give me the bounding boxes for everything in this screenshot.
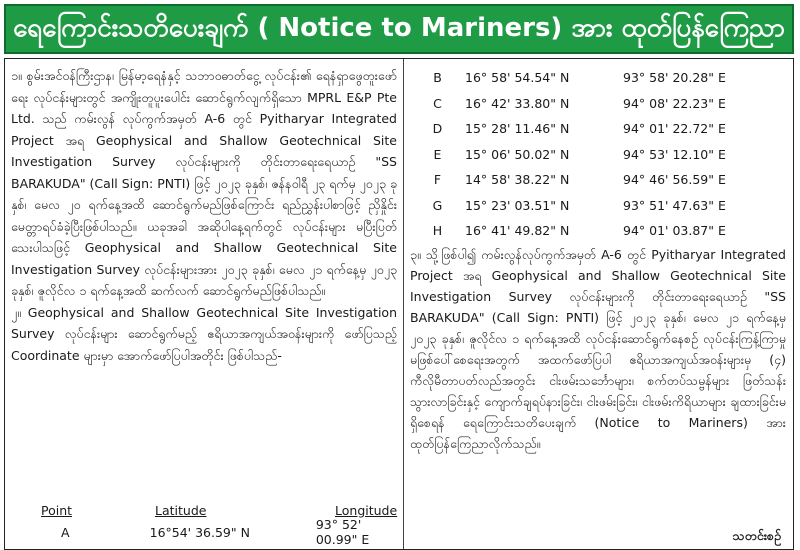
right-column bbox=[410, 65, 786, 454]
header-point: Point bbox=[41, 502, 73, 518]
latitude-value: 15° 28' 11.46" N bbox=[465, 121, 570, 137]
table-row bbox=[410, 91, 786, 117]
longitude-value: 94° 01' 03.87" E bbox=[623, 223, 726, 239]
header-latitude: Latitude bbox=[155, 502, 207, 518]
latitude-value: 15° 06' 50.02" N bbox=[465, 146, 570, 162]
signature: သတင်းစဉ် bbox=[732, 528, 781, 543]
paragraph-3: ၃။ သို့ဖြစ်ပါ၍ ကမ်းလွန်လုပ်ကွက်အမှတ် A-6 တွင် Pyitharyar Integrated Project အရ Geophysical and Shallow Geotechnical Site Investigation Survey လုပ်ငန်းများကို တိုင်းတာရေးရေယာဉ် "SS BARAKUDA" (Call Sign: PNTI) ဖြင့် ၂၀၂၃ ခုနှစ်၊ မေလ ၂၁ ရက်နေ့မှ ၂၀၂၃ ခုနှစ်၊ ဇူလိုင်လ ၁ ရက်နေ့အထိ လုပ်ငန်းဆောင်ရွက်နေစဉ် လုပ်ငန်းကြန့်ကြာမှုမဖြစ်ပေါ်စေရေးအတွက် အထက်ဖော်ပြပါ ဧရိယာအကျယ်အဝန်းများမှ (၄) ကီလိုမီတာပတ်လည်အတွင်း ငါးဖမ်းသင်္ဘောများ၊ စက်တပ်သမ္ဗန်များ ဖြတ်သန်းသွားလာခြင်းနှင့် ကျောက်ချရပ်နားခြင်း၊ ငါးဖမ်းခြင်း၊ ငါးဖမ်းကိရိယာများ ချထားခြင်းမရှိစေရန် ရေကြောင်းသတိပေးချက် (Notice to Mariners) အား ထုတ်ပြန်ကြေညာလိုက်သည်။ bbox=[410, 246, 786, 451]
latitude-value: 16° 42' 33.80" N bbox=[465, 95, 570, 111]
point-label: F bbox=[433, 172, 442, 188]
table-row bbox=[410, 218, 786, 244]
table-row bbox=[410, 142, 786, 168]
point-label: E bbox=[433, 146, 442, 162]
latitude-value: 16° 41' 49.82" N bbox=[465, 223, 570, 239]
column-divider bbox=[403, 59, 404, 549]
table-row bbox=[410, 65, 786, 91]
notice-body bbox=[4, 58, 794, 550]
coordinate-table bbox=[410, 65, 786, 244]
coordinate-table-head bbox=[13, 499, 403, 547]
latitude-value: 16°54' 36.59" N bbox=[149, 524, 250, 540]
notice-title: ရေကြောင်းသတိပေးချက် ( Notice to Mariners) အား ထုတ်ပြန်ကြေညာ bbox=[13, 12, 785, 43]
table-row bbox=[410, 167, 786, 193]
paragraph-1: ၁။ စွမ်းအင်ဝန်ကြီးဌာန၊ မြန်မာ့ရေနံနှင့် သဘာဝဓာတ်ငွေ့ လုပ်ငန်း၏ ရေနံရှာဖွေတူးဖော်ရေး လုပ်ငန်းများတွင် အကျိုးတူပူးပေါင်း ဆောင်ရွက်လျက်ရှိသော MPRL E&P Pte Ltd. သည် ကမ်းလွန် လုပ်ကွက်အမှတ် A-6 တွင် Pyitharyar Integrated Project အရ Geophysical and Shallow Geotechnical Site Investigation Survey လုပ်ငန်းများကို တိုင်းတာရေးရေယာဉ် "SS BARAKUDA" (Call Sign: PNTI) ဖြင့် ၂၀၂၃ ခုနှစ်၊ ဇန်နဝါရီ ၂၃ ရက်မှ ၂၀၂၃ ခုနှစ်၊ မေလ ၂၀ ရက်နေ့အထိ ဆောင်ရွက်မည်ဖြစ်ကြောင်း ရည်ညွှန်းပါစာဖြင့် ညှိနှိုင်းမေတ္တာရပ်ခံခဲ့ပြီးဖြစ်ပါသည်။ ယခုအခါ အဆိုပါနေ့ရက်တွင် လုပ်ငန်းများ မပြီးပြတ်သေးပါသဖြင့် Geophysical and Shallow Geotechnical Site Investigation Survey လုပ်ငန်းများအား ၂၀၂၃ ခုနှစ်၊ မေလ ၂၁ ရက်နေ့မှ ၂၀၂၃ ခုနှစ်၊ ဇူလိုင်လ ၁ ရက်နေ့အထိ ဆက်လက် ဆောင်ရွက်မည်ဖြစ်ပါသည်။ bbox=[11, 68, 397, 298]
paragraph-2: ၂။ Geophysical and Shallow Geotechnical Site Investigation Survey လုပ်ငန်းများ ဆောင်ရွက်မည့် ဧရိယာအကျယ်အဝန်းများကို ဖော်ပြသည့် Coordinate များမှာ အောက်ဖော်ပြပါအတိုင်း ဖြစ်ပါသည်- bbox=[11, 304, 397, 363]
point-label: H bbox=[432, 223, 443, 239]
latitude-value: 15° 23' 03.51" N bbox=[465, 197, 570, 213]
table-row bbox=[410, 193, 786, 219]
point-label: A bbox=[61, 524, 70, 540]
point-label: C bbox=[433, 95, 442, 111]
latitude-value: 16° 58' 54.54" N bbox=[465, 70, 570, 86]
longitude-value: 94° 01' 22.72" E bbox=[623, 121, 726, 137]
point-label: G bbox=[432, 197, 443, 213]
longitude-value: 93° 52' 00.99" E bbox=[315, 517, 370, 547]
longitude-value: 94° 46' 56.59" E bbox=[623, 172, 726, 188]
point-label: D bbox=[432, 121, 443, 137]
notice-title-banner bbox=[4, 4, 794, 54]
table-row bbox=[410, 116, 786, 142]
header-longitude: Longitude bbox=[335, 502, 398, 518]
longitude-value: 93° 58' 20.28" E bbox=[623, 70, 726, 86]
longitude-value: 94° 53' 12.10" E bbox=[623, 146, 726, 162]
longitude-value: 93° 51' 47.63" E bbox=[623, 197, 726, 213]
point-label: B bbox=[433, 70, 442, 86]
latitude-value: 14° 58' 38.22" N bbox=[465, 172, 570, 188]
longitude-value: 94° 08' 22.23" E bbox=[623, 95, 726, 111]
left-column bbox=[11, 65, 397, 505]
table-row bbox=[13, 517, 403, 547]
